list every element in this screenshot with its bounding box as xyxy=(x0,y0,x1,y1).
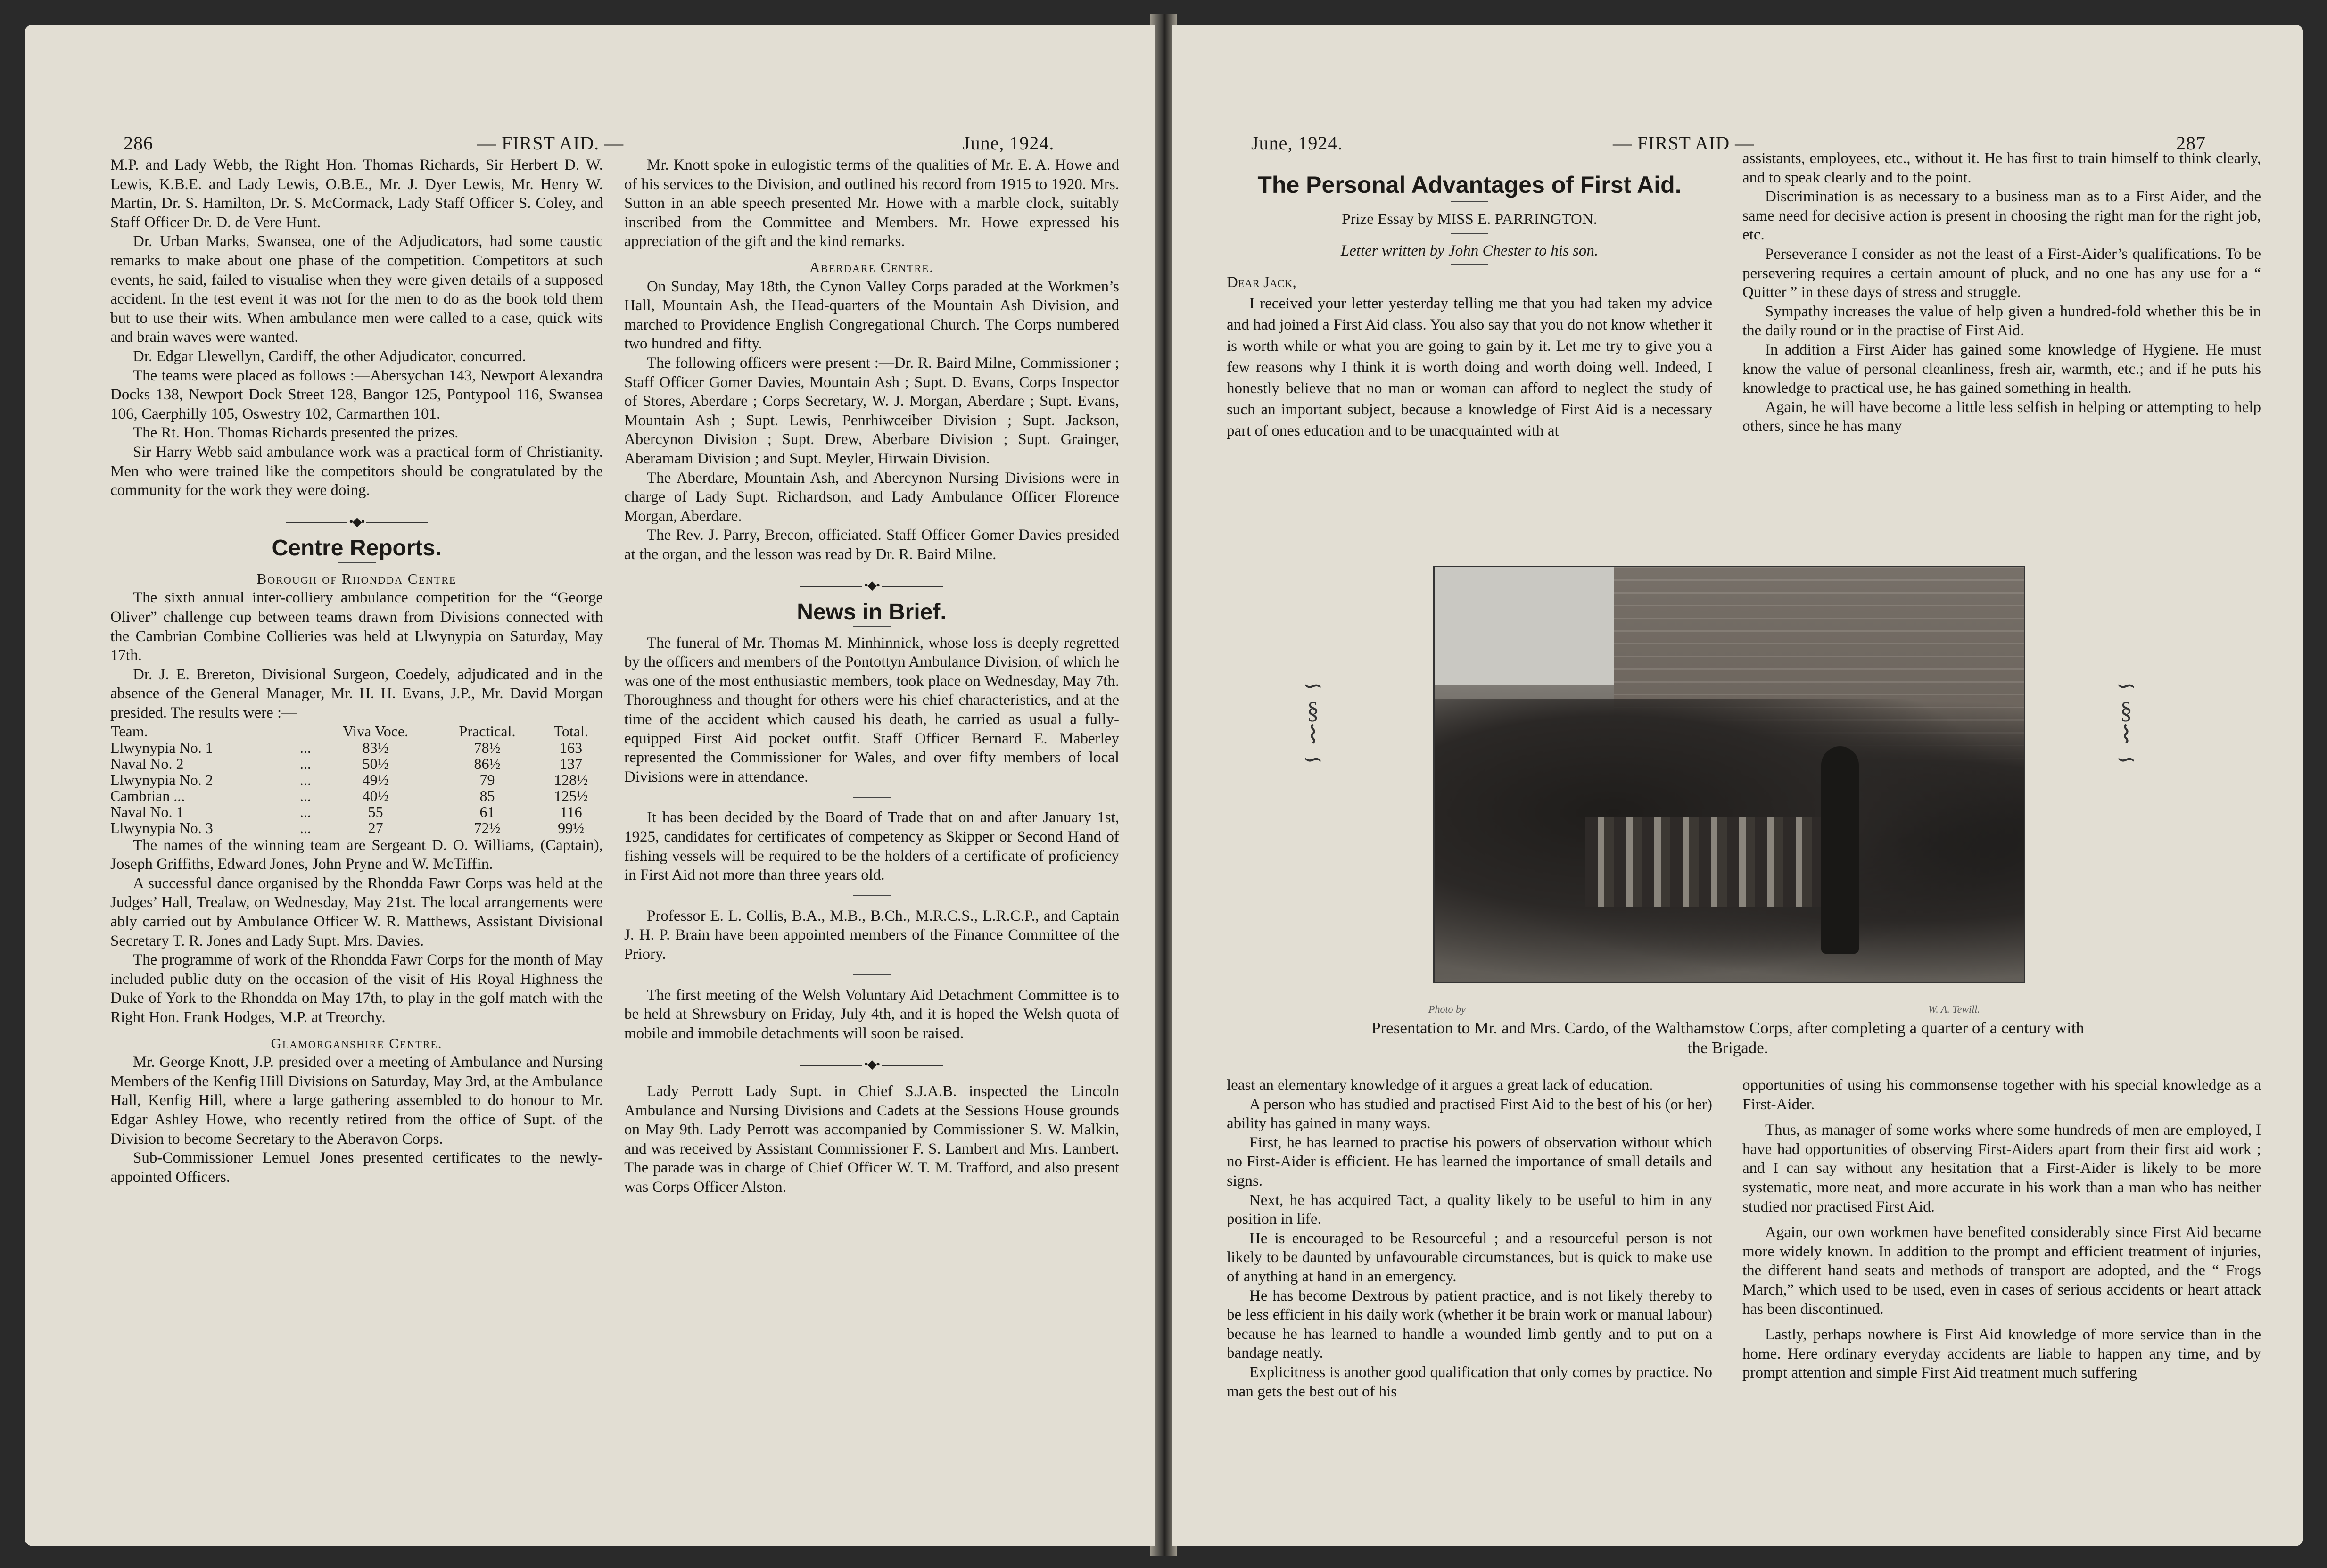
table-cell: Naval No. 1 xyxy=(110,803,184,820)
ornament-divider: •◆• xyxy=(110,512,603,532)
table-header: Practical. xyxy=(459,722,516,740)
table-cell: 79 xyxy=(479,771,495,788)
paragraph: Dr. Edgar Llewellyn, Cardiff, the other Adjudicator, concurred. xyxy=(133,347,526,365)
essay-byline: Letter written by John Chester to his son. xyxy=(1340,242,1599,259)
table-cell: ... xyxy=(299,771,311,788)
table-header: Viva Voce. xyxy=(343,722,409,740)
table-cell: 137 xyxy=(560,755,583,772)
photo-credit-name: W. A. Tewill. xyxy=(1928,1003,1980,1015)
paragraph: He has become Dextrous by patient practice, and is not likely thereby to be less efficient in his daily work (whether it be brain work or manual labour) because he has learned to handle a wounded limb gently and to put on a bandage neatly. xyxy=(1227,1287,1712,1362)
left-running-head: — FIRST AID. — xyxy=(477,132,624,154)
paragraph: The programme of work of the Rhondda Fawr Corps for the month of May included public duty on the occasion of the visit of His Royal Highness the Duke of York to the Rhondda on May 17th, to play in the golf match with the Right Hon. Frank Hodges, M.P. at Treorchy. xyxy=(110,951,603,1026)
photo-credit-label: Photo by xyxy=(1428,1003,1466,1015)
essay-title: The Personal Advantages of First Aid. xyxy=(1257,172,1682,198)
glamorgan-heading: Glamorganshire Centre. xyxy=(271,1034,443,1051)
table-header xyxy=(295,723,315,740)
paragraph: In addition a First Aider has gained some knowledge of Hygiene. He must know the value of personal cleanliness, fresh air, warmth, etc.; and if he puts his knowledge to practical use, he has gained something in health. xyxy=(1742,341,2261,397)
divider xyxy=(853,974,891,975)
essay-column-2-bottom xyxy=(1742,1076,2261,1383)
news-item: The first meeting of the Welsh Voluntary Aid Detachment Committee is to be held at Shrewsbury on Friday, July 4th, and it is hoped the Welsh quota of mobile and immobile detachments will soon be raised. xyxy=(624,986,1119,1042)
table-cell: 125½ xyxy=(554,787,588,804)
paragraph: M.P. and Lady Webb, the Right Hon. Thomas Richards, Sir Herbert D. W. Lewis, K.B.E. and Lady Lewis, O.B.E., Mr. J. Dyer Lewis, Mr. Henry W. Martin, Dr. S. Hamilton, Dr. S. McCormack, Lady Staff Officer S. Coley, and Staff Officer Dr. D. de Vere Hunt. xyxy=(110,157,603,231)
ornament-divider: •◆• xyxy=(624,1055,1119,1074)
table-row xyxy=(110,756,603,772)
table-row xyxy=(110,820,603,836)
paragraph: Sir Harry Webb said ambulance work was a practical form of Christianity. Men who were trained like the competitors should be congratulated by the community for the work they were doing. xyxy=(110,443,603,499)
table-header: Team. xyxy=(111,722,148,740)
table-cell: 85 xyxy=(479,787,495,804)
table-cell: 50½ xyxy=(362,755,389,772)
left-page-number: 286 xyxy=(124,132,153,154)
paragraph: The sixth annual inter-colliery ambulance competition for the “George Oliver” challenge cup between teams drawn from Divisions connected with the Cambrian Combine Collieries was held at Llwynypia on Saturday, May 17th. xyxy=(110,589,603,664)
scroll-ornament-left: ∽ § ⌇ ∽ xyxy=(1303,673,1323,773)
paragraph: On Sunday, May 18th, the Cynon Valley Corps paraded at the Workmen’s Hall, Mountain Ash, the Head-quarters of the Mountain Ash Division, and marched to Providence English Congregational Church. The Corps numbered two hundred and fifty. xyxy=(624,278,1119,353)
salutation: Dear Jack, xyxy=(1227,274,1296,291)
table-cell: 27 xyxy=(368,819,383,836)
paragraph: Mr. George Knott, J.P. presided over a meeting of Ambulance and Nursing Members of the Kenfig Hill Divisions on Saturday, May 3rd, at the Ambulance Hall, Kenfig Hill, where a large gathering assembled to do honour to Mr. Edgar Ashley Howe, who recently retired from the office of Supt. of the Division to become Secretary to the Aberavon Corps. xyxy=(110,1054,603,1147)
left-date: June, 1924. xyxy=(963,132,1055,154)
table-cell: 83½ xyxy=(362,739,389,756)
divider xyxy=(338,562,376,563)
table-row xyxy=(110,772,603,788)
divider xyxy=(853,626,891,627)
essay-column-1-top xyxy=(1227,174,1712,442)
paragraph: I received your letter yesterday telling me that you had taken my advice and had joined a First Aid class. You also say that you do not know whether it is worth while or what you are going to gain by it. Let me try to give you a few reasons why I think it is worth doing and worth doing well. Indeed, I honestly believe that no man or woman can afford to neglect the study of such an important subject, because a knowledge of First Aid is a necessary part of ones education and to be unacquainted with at xyxy=(1227,295,1712,439)
table-cell: 128½ xyxy=(554,771,588,788)
table-cell: 163 xyxy=(560,739,583,756)
table-cell: Cambrian ... xyxy=(110,787,185,804)
table-header-row xyxy=(110,723,603,740)
table-cell: ... xyxy=(299,755,311,772)
paragraph: The Aberdare, Mountain Ash, and Abercynon Nursing Divisions were in charge of Lady Supt. Richardson, and Lady Ambulance Officer Florence Morgan, Aberdare. xyxy=(624,469,1119,525)
divider xyxy=(853,797,891,798)
paragraph: Dr. Urban Marks, Swansea, one of the Adjudicators, had some caustic remarks to make about one phase of the competition. Competitors at such events, he said, failed to visualise when they were given details of a supposed accident. In the test event it was not for the men to do as the book told them but to use their wits. When ambulance men were called to a case, quick wits and brain waves were wanted. xyxy=(110,233,603,346)
paragraph: Thus, as manager of some works where some hundreds of men are employed, I have had opportunities of observing First-Aiders apart from their first aid work ; and I can say without any hesitation that a First-Aider is likely to be more systematic, more neat, and more accurate in his work than a man who has neither studied nor practised First Aid. xyxy=(1742,1122,2261,1215)
paragraph: Discrimination is as necessary to a business man as to a First Aider, and the same need for decisive action is present in choosing the right man for the right job, etc. xyxy=(1742,188,2261,244)
paragraph: The teams were placed as follows :—Abersychan 143, Newport Alexandra Docks 138, Newport Dock Street 128, Bangor 125, Pontypool 116, Swansea 106, Caerphilly 105, Oswestry 102, Carmarthen 101. xyxy=(110,367,603,422)
essay-subtitle: Prize Essay by MISS E. PARRINGTON. xyxy=(1342,211,1597,228)
ornament-divider: •◆• xyxy=(624,576,1119,595)
table-cell: 99½ xyxy=(558,819,585,836)
paragraph: Explicitness is another good qualification that only comes by practice. No man gets the best out of his xyxy=(1227,1363,1712,1400)
paragraph: least an elementary knowledge of it argues a great lack of education. xyxy=(1227,1077,1653,1094)
news-item: The funeral of Mr. Thomas M. Minhinnick, whose loss is deeply regretted by the officers and members of the Pontottyn Ambulance Division, of which he was one of the most enthusiastic members, took place on Wednesday, May 7th. Thoroughness and thought for others were his chief characteristics, and at the time of the accident which caused his death, he carried as usual a fully-equipped First Aid pocket outfit. Staff Officer Bernard E. Maberley represented the Commissioner for Wales, and over fifty members of local Divisions were in attendance. xyxy=(624,634,1119,785)
paragraph: Dr. J. E. Brereton, Divisional Surgeon, Coedely, adjudicated and in the absence of the General Manager, Mr. H. H. Evans, J.P., Mr. David Morgan presided. The results were :— xyxy=(110,666,603,722)
paragraph: Sub-Commissioner Lemuel Jones presented certificates to the newly-appointed Officers. xyxy=(110,1149,603,1186)
table-cell: ... xyxy=(299,819,311,836)
table-cell: Naval No. 2 xyxy=(110,755,184,772)
table-cell: 116 xyxy=(560,803,582,820)
paragraph: assistants, employees, etc., without it. He has first to train himself to think clearly, and to speak clearly and to the point. xyxy=(1742,150,2261,186)
table-cell: 86½ xyxy=(474,755,501,772)
results-table xyxy=(110,723,603,836)
table-cell: 49½ xyxy=(362,771,389,788)
paragraph: Again, he will have become a little less selfish in helping or attempting to help others, since he has many xyxy=(1742,398,2261,435)
paragraph: Perseverance I consider as not the least of a First-Aider’s qualifications. To be persevering requires a certain amount of pluck, and no one has any use for a “ Quitter ” in these days of stress and struggle. xyxy=(1742,245,2261,301)
right-running-head: — FIRST AID — xyxy=(1613,132,1755,154)
table-row xyxy=(110,788,603,804)
table-cell: Llwynypia No. 3 xyxy=(110,819,213,836)
right-date: June, 1924. xyxy=(1251,132,1343,154)
rhondda-heading: Borough of Rhondda Centre xyxy=(256,570,457,587)
right-page-number: 287 xyxy=(2176,132,2206,154)
news-item: Lady Perrott Lady Supt. in Chief S.J.A.B. inspected the Lincoln Ambulance and Nursing Divisions and Cadets at the Sessions House grounds on May 9th. Lady Perrott was accompanied by Commissioner S. W. Malkin, and was received by Assistant Commissioner F. S. Lambert and Mrs. Lambert. The parade was in charge of Chief Officer W. T. M. Trafford, and also present was Corps Officer Alston. xyxy=(624,1082,1119,1196)
left-page xyxy=(25,25,1155,1546)
table-cell: 61 xyxy=(479,803,495,820)
centre-reports-heading: Centre Reports. xyxy=(272,536,442,561)
paragraph: opportunities of using his commonsense together with his special knowledge as a First-Aider. xyxy=(1742,1077,2261,1113)
left-column-2 xyxy=(624,156,1119,1197)
news-item: It has been decided by the Board of Trade that on and after January 1st, 1925, candidates for certificates of competency as Skipper or Second Hand of fishing vessels will be required to be the holders of a certificate of proficiency in First Aid not more than three years old. xyxy=(624,809,1119,884)
table-cell: Llwynypia No. 1 xyxy=(110,739,213,756)
paragraph: The Rev. J. Parry, Brecon, officiated. Staff Officer Gomer Davies presided at the organ, and the lesson was read by Dr. R. Baird Milne. xyxy=(624,527,1119,563)
paragraph: The Rt. Hon. Thomas Richards presented the prizes. xyxy=(133,424,459,442)
paragraph: Sympathy increases the value of help given a hundred-fold whether this be in the daily round or in the practise of First Aid. xyxy=(1742,303,2261,339)
paragraph: Lastly, perhaps nowhere is First Aid knowledge of more service than in the home. Here ordinary everyday accidents are liable to happen any time, and by prompt attention and simple First Aid treatment much suffering xyxy=(1742,1326,2261,1382)
table-cell: 55 xyxy=(368,803,383,820)
news-in-brief-heading: News in Brief. xyxy=(797,600,947,625)
photo-caption: Presentation to Mr. and Mrs. Cardo, of the Walthamstow Corps, after completing a quarter of a century with the Brigade. xyxy=(1371,1019,2084,1057)
presentation-photo xyxy=(1433,566,2025,983)
table-header: Total. xyxy=(553,722,588,740)
paragraph: A person who has studied and practised First Aid to the best of his (or her) ability has gained in many ways. xyxy=(1227,1096,1712,1132)
divider xyxy=(853,895,891,896)
essay-column-1-bottom xyxy=(1227,1076,1712,1401)
left-column-1 xyxy=(110,156,603,1187)
scroll-ornament-right: ∽ § ⌇ ∽ xyxy=(2116,673,2137,773)
table-cell: ... xyxy=(299,803,311,820)
table-cell: ... xyxy=(299,787,311,804)
paragraph: Mr. Knott spoke in eulogistic terms of the qualities of Mr. E. A. Howe and of his services to the Division, and outlined his record from 1915 to 1920. Mrs. Sutton in an able speech presented Mr. Howe with a marble clock, suitably inscribed from the Committee and Members. Mr. Howe expressed his appreciation of the gift and the kind remarks. xyxy=(624,157,1119,250)
paragraph: Next, he has acquired Tact, a quality likely to be useful to him in any position in life. xyxy=(1227,1191,1712,1228)
table-cell: 78½ xyxy=(474,739,501,756)
table-row xyxy=(110,804,603,820)
divider xyxy=(1451,233,1488,234)
table-cell: Llwynypia No. 2 xyxy=(110,771,213,788)
table-row xyxy=(110,740,603,756)
table-cell: 40½ xyxy=(362,787,389,804)
paragraph: A successful dance organised by the Rhondda Fawr Corps was held at the Judges’ Hall, Trealaw, on Wednesday, May 21st. The local arrangements were ably carried out by Ambulance Officer W. R. Matthews, Assistant Divisional Secretary T. R. Jones and Lady Supt. Mrs. Davies. xyxy=(110,875,603,949)
divider xyxy=(1451,201,1488,202)
news-item: Professor E. L. Collis, B.A., M.B., B.Ch., M.R.C.S., L.R.C.P., and Captain J. H. P. Brain have been appointed members of the Finance Committee of the Priory. xyxy=(624,907,1119,963)
essay-column-2-top xyxy=(1742,149,2261,436)
paragraph: Again, our own workmen have benefited considerably since First Aid became more widely known. In addition to the prompt and efficient treatment of injuries, the different hand seats and methods of transport are adopted, and the “ Frogs March,” which used to be used, even in cases of serious accidents or heart attack has been discontinued. xyxy=(1742,1224,2261,1318)
paragraph: The following officers were present :—Dr. R. Baird Milne, Commissioner ; Staff Officer Gomer Davies, Mountain Ash ; Supt. D. Evans, Corps Inspector of Stores, Aberdare ; Corps Secretary, W. J. Morgan, Aberdare ; Supt. Evans, Mountain Ash ; Supt. Lewis, Penrhiwceiber Division ; Supt. Jackson, Abercynon Division ; Supt. Drew, Aberbare Division ; Supt. Grainger, Aberamam Division ; and Supt. Meyler, Hirwain Division. xyxy=(624,354,1119,467)
paragraph: The names of the winning team are Sergeant D. O. Williams, (Captain), Joseph Griffiths, Edward Jones, John Pryne and W. McTiffin. xyxy=(110,836,603,873)
divider xyxy=(1451,264,1488,265)
paragraph: First, he has learned to practise his powers of observation without which no First-Aider is efficient. He has learned the importance of small details and signs. xyxy=(1227,1134,1712,1189)
table-cell: 72½ xyxy=(474,819,501,836)
table-cell: ... xyxy=(299,739,311,756)
aberdare-heading: Aberdare Centre. xyxy=(809,258,934,275)
paragraph: He is encouraged to be Resourceful ; and a resourceful person is not likely to be daunted by unfavourable circumstances, but is quick to make use of anything at hand in an emergency. xyxy=(1227,1230,1712,1285)
